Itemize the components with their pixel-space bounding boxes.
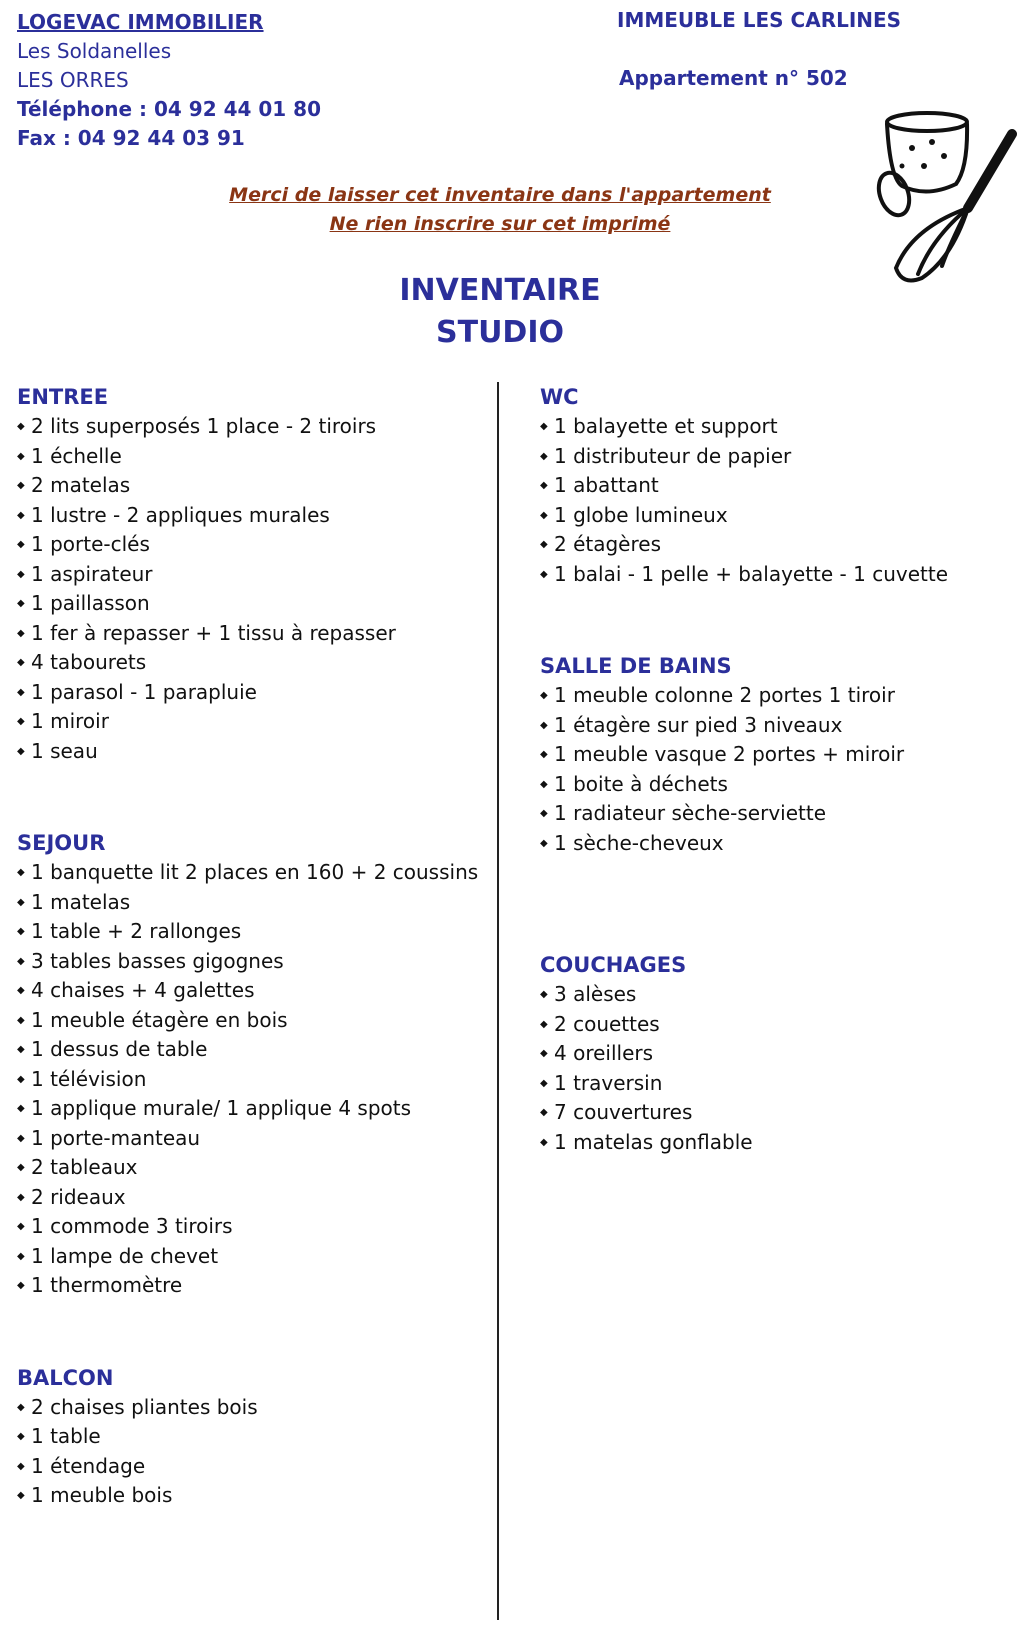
item-list <box>540 681 1010 858</box>
list-item: ◆ 1 table + 2 rallonges <box>17 917 487 947</box>
notice-do-not-write: Ne rien inscrire sur cet imprimé <box>329 213 671 235</box>
item-list <box>17 412 487 766</box>
list-item: ◆ 1 meuble étagère en bois <box>17 1006 487 1036</box>
list-item: ◆ 2 rideaux <box>17 1183 487 1213</box>
list-item: ◆ 1 matelas <box>17 888 487 918</box>
list-item: ◆ 2 matelas <box>17 471 487 501</box>
list-item: ◆ 1 radiateur sèche-serviette <box>540 799 1010 829</box>
section-heading: SALLE DE BAINS <box>540 654 732 678</box>
list-item: ◆ 1 dessus de table <box>17 1035 487 1065</box>
left-column <box>17 382 487 1511</box>
section-heading: SEJOUR <box>17 831 106 855</box>
list-item: ◆ 1 porte-manteau <box>17 1124 487 1154</box>
agency-name: LOGEVAC IMMOBILIER <box>17 10 264 34</box>
list-item: ◆ 2 lits superposés 1 place - 2 tiroirs <box>17 412 487 442</box>
list-item: ◆ 1 matelas gonflable <box>540 1128 1010 1158</box>
section-heading: COUCHAGES <box>540 953 687 977</box>
section-sejour <box>17 828 487 1301</box>
column-divider <box>497 382 499 1620</box>
item-list <box>17 858 487 1301</box>
list-item: ◆ 1 lampe de chevet <box>17 1242 487 1272</box>
list-item: ◆ 2 chaises pliantes bois <box>17 1393 487 1423</box>
right-column <box>540 382 1010 1157</box>
list-item: ◆ 1 meuble vasque 2 portes + miroir <box>540 740 1010 770</box>
list-item: ◆ 1 banquette lit 2 places en 160 + 2 coussins <box>17 858 487 888</box>
section-heading: ENTREE <box>17 385 109 409</box>
list-item: ◆ 7 couvertures <box>540 1098 1010 1128</box>
title-line2: STUDIO <box>436 315 564 350</box>
whisk-and-bowl-icon <box>872 108 1022 298</box>
building-name: IMMEUBLE LES CARLINES <box>617 8 902 32</box>
list-item: ◆ 1 seau <box>17 737 487 767</box>
list-item: ◆ 2 tableaux <box>17 1153 487 1183</box>
list-item: ◆ 1 parasol - 1 parapluie <box>17 678 487 708</box>
agency-address-line1: Les Soldanelles <box>17 39 172 63</box>
list-item: ◆ 1 étagère sur pied 3 niveaux <box>540 711 1010 741</box>
list-item: ◆ 2 couettes <box>540 1010 1010 1040</box>
list-item: ◆ 1 commode 3 tiroirs <box>17 1212 487 1242</box>
section-balcon <box>17 1363 487 1511</box>
list-item: ◆ 1 table <box>17 1422 487 1452</box>
list-item: ◆ 4 chaises + 4 galettes <box>17 976 487 1006</box>
list-item: ◆ 1 fer à repasser + 1 tissu à repasser <box>17 619 487 649</box>
list-item: ◆ 1 miroir <box>17 707 487 737</box>
list-item: ◆ 1 balayette et support <box>540 412 1010 442</box>
section-heading: WC <box>540 385 579 409</box>
list-item: ◆ 1 échelle <box>17 442 487 472</box>
agency-block <box>17 8 321 153</box>
section-salle-de-bains <box>540 651 1010 858</box>
section-wc <box>540 382 1010 589</box>
list-item: ◆ 1 balai - 1 pelle + balayette - 1 cuvette <box>540 560 1010 590</box>
list-item: ◆ 1 traversin <box>540 1069 1010 1099</box>
title-line1: INVENTAIRE <box>399 273 601 308</box>
list-item: ◆ 4 oreillers <box>540 1039 1010 1069</box>
section-entree <box>17 382 487 766</box>
apartment-number: Appartement n° 502 <box>619 66 848 90</box>
item-list <box>540 412 1010 589</box>
agency-address-line2: LES ORRES <box>17 68 129 92</box>
agency-phone: Téléphone : 04 92 44 01 80 <box>17 97 322 121</box>
list-item: ◆ 1 porte-clés <box>17 530 487 560</box>
list-item: ◆ 2 étagères <box>540 530 1010 560</box>
list-item: ◆ 3 tables basses gigognes <box>17 947 487 977</box>
list-item: ◆ 1 meuble colonne 2 portes 1 tiroir <box>540 681 1010 711</box>
agency-fax: Fax : 04 92 44 03 91 <box>17 126 245 150</box>
list-item: ◆ 1 aspirateur <box>17 560 487 590</box>
notice-keep-inventory: Merci de laisser cet inventaire dans l'appartement <box>229 184 771 206</box>
list-item: ◆ 1 abattant <box>540 471 1010 501</box>
page-title <box>0 270 1000 354</box>
item-list <box>17 1393 487 1511</box>
section-couchages <box>540 950 1010 1157</box>
list-item: ◆ 1 télévision <box>17 1065 487 1095</box>
list-item: ◆ 1 paillasson <box>17 589 487 619</box>
list-item: ◆ 1 meuble bois <box>17 1481 487 1511</box>
section-heading: BALCON <box>17 1365 114 1390</box>
list-item: ◆ 1 globe lumineux <box>540 501 1010 531</box>
list-item: ◆ 3 alèses <box>540 980 1010 1010</box>
list-item: ◆ 1 sèche-cheveux <box>540 829 1010 859</box>
list-item: ◆ 1 lustre - 2 appliques murales <box>17 501 487 531</box>
item-list <box>540 980 1010 1157</box>
list-item: ◆ 4 tabourets <box>17 648 487 678</box>
list-item: ◆ 1 étendage <box>17 1452 487 1482</box>
list-item: ◆ 1 thermomètre <box>17 1271 487 1301</box>
list-item: ◆ 1 distributeur de papier <box>540 442 1010 472</box>
list-item: ◆ 1 boite à déchets <box>540 770 1010 800</box>
list-item: ◆ 1 applique murale/ 1 applique 4 spots <box>17 1094 487 1124</box>
